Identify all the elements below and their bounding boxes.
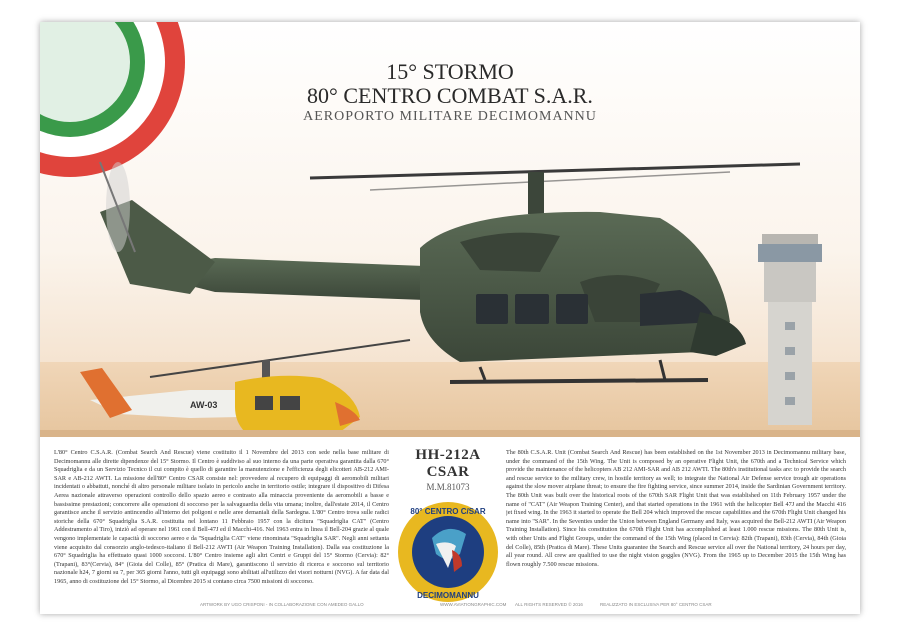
footer-credits	[40, 602, 860, 610]
aircraft-serial: M.M.81073	[426, 482, 470, 492]
text-italian: L'80° Centro C.S.A.R. (Combat Search And Rescue) viene costituito il 1 Novembre del 2013 con sede nella base militare di Decimomannu alle dirette dipendenze del 15° Stormo. Il Centro è suddiviso al suo interno da una parte operativa garantita dalla 670° Squadriglia e da un Servizio Tecnico il cui compito è quello di garantire la manutenzione e l'efficienza degli elicotteri AB-212 AMI-SAR e AB-212 AWTI. La missione dell'80° Centro CSAR consiste nel: provvedere al recupero di equipaggi di aeromobili militari incidentati o abbattuti, nonché di altro personale militare isolato in pericolo anche in territorio ostile; integrare il dispositivo di Difesa Aerea nazionale attraverso operazioni controllo dello spazio aereo e contrasto alla minaccia proveniente da aeromobili a basse e bassissime prestazioni; concorrere alle operazioni di soccorso per la salvaguardia della vita umana; inoltre, dall'estate 2014, il Centro garantisce anche il servizio antincendio all'interno dei poligoni e nelle aree demaniali della Sardegna. L'80° Centro trova sulle radici storiche della 670° Squadriglia S.A.R. costituita nel lontano 11 Febbraio 1957 con la dicitura "Squadriglia CAT" (Centro Addestramento al Tiro), iniziò ad operare nel 1961 con il Bell-47J ed il Macchi-416. Nel 1963 entra in linea il Bell-204 grazie al quale vengono implementate le capacità di soccorso aereo e da "Squadriglia CAT" viene rinominata "Squadriglia SAR". Negli anni settanta viene acquisito dal consorzio anglo-tedesco-italiano il Bell-212 AWTI (Air Weapon Training Installation). Dalla sua costituzione la 670° Squadriglia ha effettuato quasi 1000 soccorsi. L'80° Centro insieme agli altri Centri e Gruppi del 15° Stormo (Cervia): 82° (Trapani), 83°(Cervia), 84° (Gioia del Colle), 85° (Pratica di Mare), garantiscono il servizio di ricerca e soccorso sul territorio nazionale h24, 7 giorni su 7, per 365 giorni l'anno, tutti gli equipaggi sono abilitati all'utilizzo dei visori notturni (NVG). A far data dal 1965, anno di costituzione del 15° Stormo, al Dicembre 2015 si contano circa 7500 missioni di soccorso.	[54, 449, 389, 585]
text-english: The 80th C.S.A.R. Unit (Combat Search And Rescue) has been established on the 1st November 2013 in Decimomannu military base, under the command of the 15th Wing. The Unit is composed by an operative Flight Unit, the 670th and a Technical Service which provide the maintenance of the helicopters AB 212 AMI-SAR and AB 212 AWTI. The 80th's institutional tasks are: to provide the search and rescue service to the military crew, in hostile territory as well; to integrate the National Air Defense service trough air operations against the slow mover airplane threat; to ensure the fire fighting service, since summer 2014, inside the Sardinian Government territory. The 80th Unit was built over the historical roots of the 670th SAR Flight Unit that was established on 11th February 1957 under the name of "CAT" (Air Weapon Training Center), and that started operations in the 1961 with the helicopter Bell 47J and the Macchi 416 jet fixed wing. In the 1963 it started to operate the Bell 204 which improved the rescue capabilities and the 670th Flight Unit changed his name into "SAR". In the Seventies under the Union between England Germany and Italy, was acquired the Bell-212 AWTI (Air Weapon Training Installation). Since his constitution the 670th Flight Unit has accomplished at least 1.000 rescue missions. The 80th Unit is, with other Units and Flight Groups, under the command of the 15th Wing (placed in Cervia): 82th (Trapani), 83th (Cervia), 84th (Gioia del Colle), 85th (Pratica di Mare). These Units guarantee the Search and Rescue service all over the National territory, 24 hours per day, all year round. All crew are qualified to use the night vision goggles (NVG). From the 1965 up to December 2015 the 15th Wing has flown roughly 7.500 rescue missions.	[506, 449, 846, 568]
footer-rights: ALL RIGHTS RESERVED © 2016	[515, 602, 583, 607]
unit-badge-icon	[396, 492, 500, 612]
poster-titles	[40, 60, 860, 126]
badge-top-text: 80° CENTRO C/SAR	[410, 507, 486, 516]
text-zone	[40, 437, 860, 614]
title-unit: 80° CENTRO COMBAT S.A.R.	[307, 83, 593, 108]
footer-artwork: ARTWORK BY UGO CRISPONI - IN COLLABORAZIONE CON AMEDEO GALLO	[200, 602, 364, 607]
poster-card	[40, 22, 860, 614]
title-base: AEROPORTO MILITARE DECIMOMANNU	[303, 109, 597, 124]
badge-bottom-text: DECIMOMANNU	[417, 591, 479, 600]
footer-made: REALIZZATO IN ESCLUSIVA PER 80° CENTRO CSAR	[600, 602, 712, 607]
title-wing: 15° STORMO	[386, 59, 514, 84]
aircraft-model: HH-212A CSAR	[415, 447, 481, 480]
small-heli-code: AW-03	[190, 400, 218, 410]
footer-site: WWW.AVIATIONGRAPHIC.COM	[440, 602, 507, 607]
aircraft-id-block	[395, 447, 501, 614]
